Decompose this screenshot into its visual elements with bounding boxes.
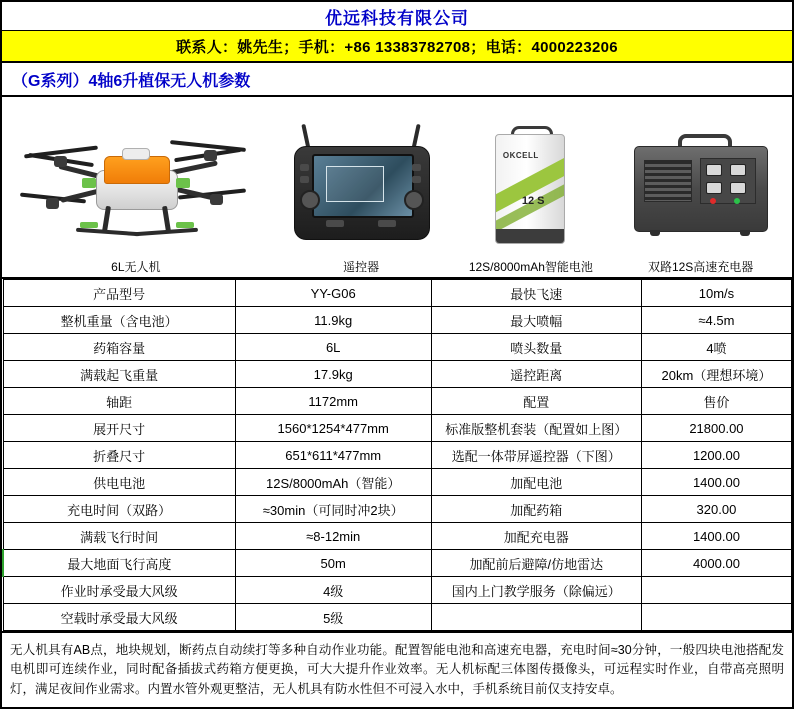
config-price (641, 604, 791, 631)
spec-label: 轴距 (3, 388, 235, 415)
specification-table (2, 279, 792, 631)
table-row (3, 577, 792, 604)
spec-value: 10m/s (641, 280, 791, 307)
product-item-charger (626, 124, 776, 275)
spec-label: 最大地面飞行高度 (3, 550, 235, 577)
battery-cell-label: 12 S (521, 195, 545, 207)
config-label: 国内上门教学服务（除偏远） (431, 577, 641, 604)
product-caption: 12S/8000mAh智能电池 (468, 260, 593, 274)
config-column-header: 配置 (431, 388, 641, 415)
spec-label: 供电电池 (3, 469, 235, 496)
spec-label: 产品型号 (3, 280, 235, 307)
spec-value: 20km（理想环境） (641, 361, 791, 388)
config-label: 选配一体带屏遥控器（下图） (431, 442, 641, 469)
config-price: 320.00 (641, 496, 791, 523)
table-row (3, 469, 792, 496)
product-item-controller (286, 124, 436, 275)
spec-label: 折叠尺寸 (3, 442, 235, 469)
spec-value: 50m (235, 550, 431, 577)
spec-label: 空载时承受最大风级 (3, 604, 235, 631)
config-label: 加配前后避障/仿地雷达 (431, 550, 641, 577)
table-row (3, 442, 792, 469)
page-title: （G系列）4轴6升植保无人机参数 (12, 72, 251, 90)
contact-info: 联系人：姚先生；手机：+86 13383782708；电话：4000223206 (176, 38, 618, 56)
product-item-battery (469, 124, 593, 275)
config-price: 1200.00 (641, 442, 791, 469)
spec-value: 17.9kg (235, 361, 431, 388)
spec-label: 整机重量（含电池） (3, 307, 235, 334)
config-price: 4000.00 (641, 550, 791, 577)
spec-value: 6L (235, 334, 431, 361)
table-row (3, 550, 792, 577)
spec-value: 4级 (235, 577, 431, 604)
spec-value: ≈4.5m (641, 307, 791, 334)
charger-image (626, 124, 776, 252)
spec-value: 651*611*477mm (235, 442, 431, 469)
product-caption: 6L无人机 (111, 260, 161, 274)
config-price: 21800.00 (641, 415, 791, 442)
spec-label: 充电时间（双路） (3, 496, 235, 523)
spec-label: 最快飞速 (431, 280, 641, 307)
contact-bar (2, 31, 792, 63)
controller-image (286, 124, 436, 252)
spec-value: 1560*1254*477mm (235, 415, 431, 442)
config-label: 标准版整机套装（配置如上图） (431, 415, 641, 442)
charger-icon (626, 124, 776, 252)
spec-label: 药箱容量 (3, 334, 235, 361)
spec-value: 12S/8000mAh（智能） (235, 469, 431, 496)
spec-value: 4喷 (641, 334, 791, 361)
config-label (431, 604, 641, 631)
table-row (3, 280, 792, 307)
spec-label: 最大喷幅 (431, 307, 641, 334)
company-name: 优远科技有限公司 (325, 8, 469, 28)
spec-value: 5级 (235, 604, 431, 631)
battery-image (485, 124, 577, 252)
spec-value: 1172mm (235, 388, 431, 415)
table-row (3, 307, 792, 334)
spec-label: 满载飞行时间 (3, 523, 235, 550)
product-caption: 遥控器 (343, 260, 380, 274)
table-row (3, 496, 792, 523)
table-row (3, 334, 792, 361)
config-price: 1400.00 (641, 469, 791, 496)
spec-value: 11.9kg (235, 307, 431, 334)
spec-value: ≈30min（可同时冲2块） (235, 496, 431, 523)
footer-description: 无人机具有AB点，地块规划，断药点自动续打等多种自动作业功能。配置智能电池和高速充电器，充电时间≈30分钟，一般四块电池搭配发电机即可连续作业，同时配备插拔式药箱方便更换，可大大提升作业效率。无人机标配三体图传摄像头，可远程实时作业，自带高亮照明灯，满足夜间作业需求。内置水管外观更整洁，无人机具有防水性但不可浸入水中，手机系统目前仅支持安卓。 (2, 631, 792, 705)
table-row (3, 415, 792, 442)
spec-label: 作业时承受最大风级 (3, 577, 235, 604)
product-caption: 双路12S高速充电器 (647, 260, 754, 274)
config-price: 1400.00 (641, 523, 791, 550)
spec-label: 展开尺寸 (3, 415, 235, 442)
config-price (641, 577, 791, 604)
drone-image (18, 122, 253, 252)
config-label: 加配充电器 (431, 523, 641, 550)
spec-value: ≈8-12min (235, 523, 431, 550)
drone-icon (18, 122, 253, 252)
config-label: 加配电池 (431, 469, 641, 496)
series-title-bar (2, 63, 792, 97)
product-gallery (2, 97, 792, 279)
battery-icon (485, 124, 577, 252)
spec-value: YY-G06 (235, 280, 431, 307)
spec-label: 满载起飞重量 (3, 361, 235, 388)
config-label: 加配药箱 (431, 496, 641, 523)
spec-label: 喷头数量 (431, 334, 641, 361)
table-row (3, 361, 792, 388)
company-header (2, 2, 792, 31)
product-item-drone (18, 122, 253, 275)
table-row (3, 388, 792, 415)
battery-brand-label: OKCELL (502, 151, 539, 160)
remote-controller-icon (286, 124, 436, 252)
spec-label: 遥控距离 (431, 361, 641, 388)
price-column-header: 售价 (641, 388, 791, 415)
table-row (3, 604, 792, 631)
table-row (3, 523, 792, 550)
